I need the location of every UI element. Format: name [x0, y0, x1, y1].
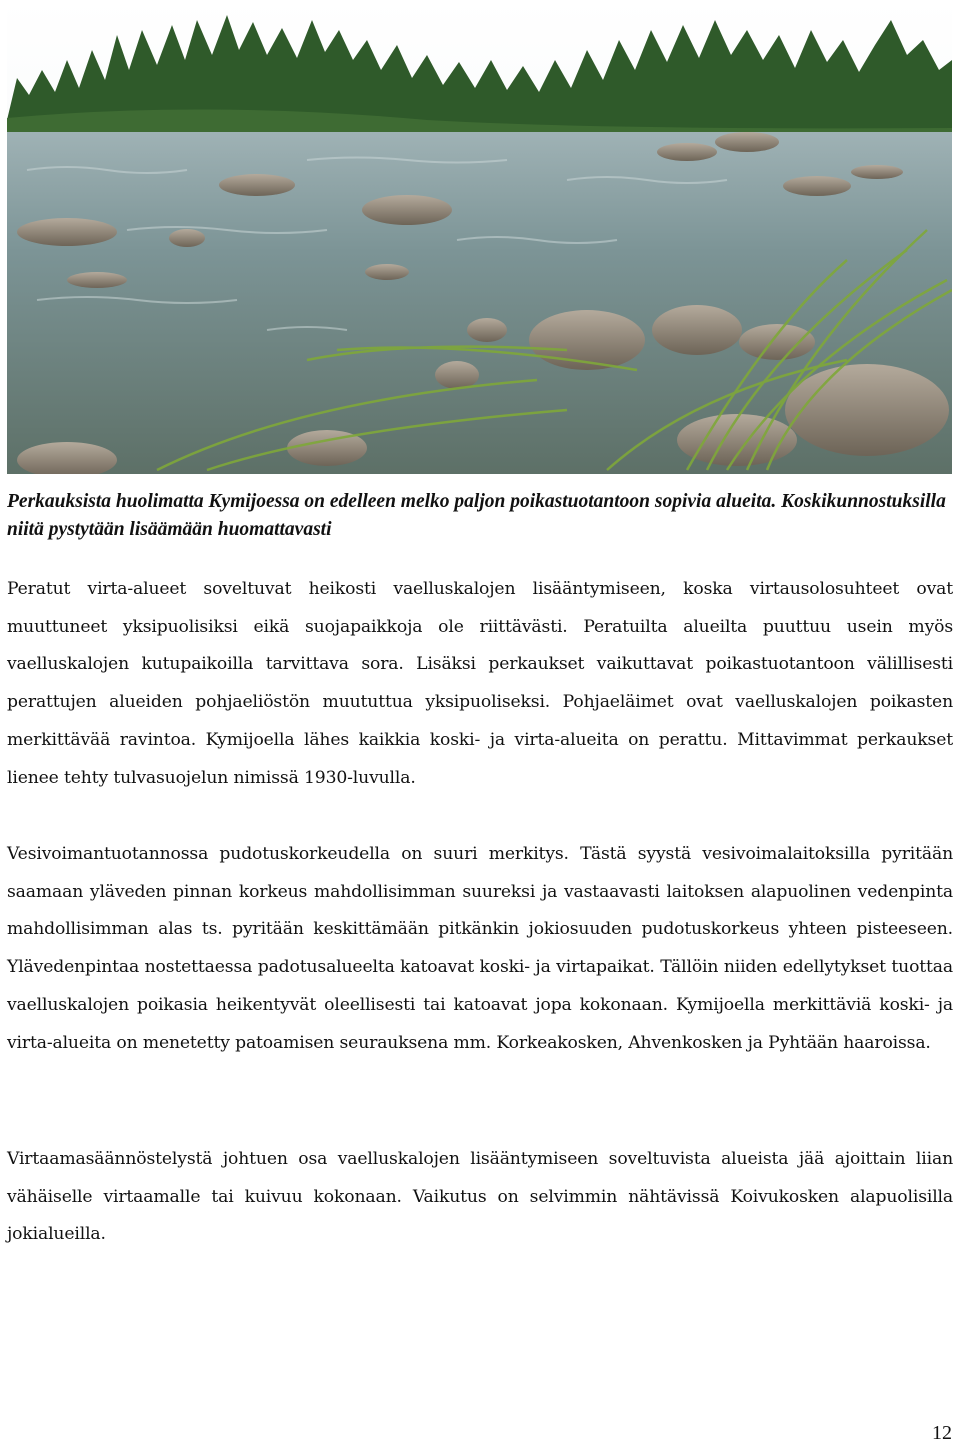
river-rapids-photo: [7, 0, 952, 474]
photo-caption: Perkauksista huolimatta Kymijoessa on edelleen melko paljon poikastuotantoon sopivia alueita. Koskikunnostuksilla niitä pystytään lisäämään huomattavasti: [7, 491, 946, 540]
paragraph-dredging-effects: Peratut virta-alueet soveltuvat heikosti vaelluskalojen lisääntymiseen, koska virtausolosuhteet ovat muuttuneet yksipuolisiksi eikä suojapaikkoja ole riittävästi. Peratuilta alueilta puuttuu usein myös vaelluskalojen kutupaikoilla tarvittava sora. Lisäksi perkaukset vaikuttavat poikastuotantoon välillisesti perattujen alueiden pohjaeliöstön muututtua yksipuoliseksi. Pohjaeläimet ovat vaelluskalojen poikasten merkittävää ravintoa. Kymijoella lähes kaikkia koski- ja virta-alueita on perattu. Mittavimmat perkaukset lienee tehty tulvasuojelun nimissä 1930-luvulla.: [7, 579, 953, 788]
page-number: 12: [932, 1422, 952, 1444]
paragraph-hydropower-drop-height: Vesivoimantuotannossa pudotuskorkeudella on suuri merkitys. Tästä syystä vesivoimalaitoksilla pyritään saamaan yläveden pinnan korkeus mahdollisimman suureksi ja vastaavasti laitoksen alapuolinen vedenpinta mahdollisimman alas ts. pyritään keskittämään pitkänkin jokiosuuden pudotuskorkeus yhteen pisteeseen. Ylävedenpintaa nostettaessa padotusalueelta katoavat koski- ja virtapaikat. Tällöin niiden edellytykset tuottaa vaelluskalojen poikasia heikentyvät oleellisesti tai katoavat jopa kokonaan. Kymijoella merkittäviä koski- ja virta-alueita on menetetty patoamisen seurauksena mm. Korkeakosken, Ahvenkosken ja Pyhtään haaroissa.: [7, 844, 953, 1053]
paragraph-flow-regulation: Virtaamasäännöstelystä johtuen osa vaelluskalojen lisääntymiseen soveltuvista alueista jää ajoittain liian vähäiselle virtaamalle tai kuivuu kokonaan. Vaikutus on selvimmin nähtävissä Koivukosken alapuolisilla jokialueilla.: [7, 1149, 953, 1245]
